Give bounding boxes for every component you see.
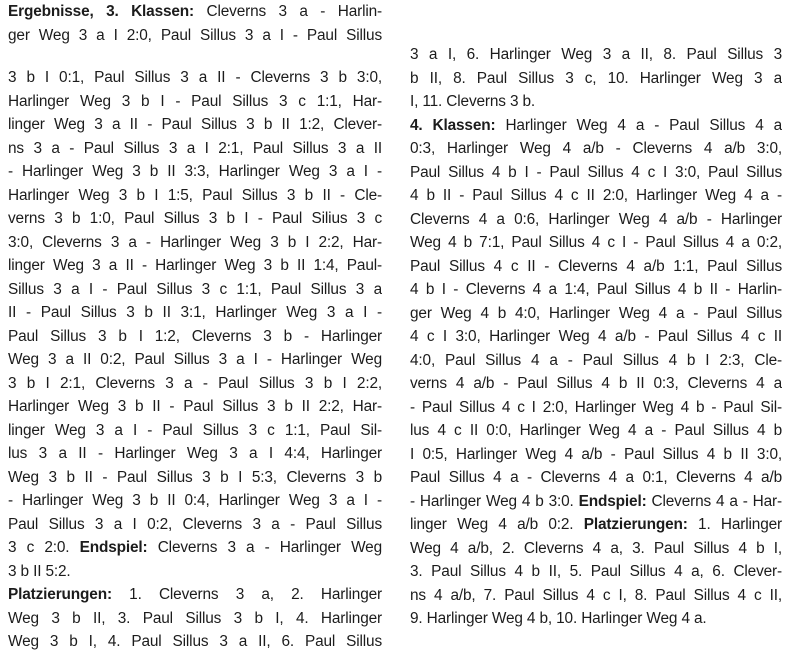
text-line: ns 4 a/b, 7. Paul Sillus 4 c I, 8. Paul Sillus 4 c II, (410, 586, 782, 604)
text-line: Weg 3 b II, 3. Paul Sillus 3 b I, 4. Harlinger (8, 609, 382, 627)
text-line: 3 b I 0:1, Paul Sillus 3 a II - Cleverns 3 b 3:0, (8, 69, 382, 86)
text-line: I 0:5, Harlinger Weg 4 a/b - Paul Sillus 4 b II 3:0, (410, 445, 782, 463)
text-line: 0:3, Harlinger Weg 4 a/b - Cleverns 4 a/b 3:0, (410, 140, 782, 157)
text-span: 1. Harlinger (687, 516, 782, 533)
paragraph-gap (8, 47, 382, 66)
text-line: b II, 8. Paul Sillus 3 c, 10. Harlinger Weg 3 a (410, 69, 782, 87)
text-line: Cleverns 4 a 0:6, Harlinger Weg 4 a/b - Harlinger (410, 210, 782, 228)
text-line: 3:0, Cleverns 3 a - Harlinger Weg 3 b I 2:2, Har- (8, 233, 382, 251)
text-line: Paul Sillus 4 a - Cleverns 4 a 0:1, Cleverns 4 a/b (410, 469, 782, 486)
text-line: lus 3 a II - Harlinger Weg 3 a I 4:4, Harlinger (8, 445, 382, 462)
text-line: ger Weg 3 a I 2:0, Paul Sillus 3 a I - Paul Sillus (8, 26, 382, 44)
text-line: Weg 3 b II - Paul Sillus 3 b I 5:3, Cleverns 3 b (8, 468, 382, 486)
text-line (8, 536, 382, 560)
heading-endspiel-4: Endspiel: (578, 492, 647, 510)
text-line: Paul Sillus 3 b I 1:2, Cleverns 3 b - Harlinger (8, 327, 382, 345)
text-line (410, 114, 782, 138)
text-line: Weg 3 a II 0:2, Paul Sillus 3 a I - Harlinger Weg (8, 351, 382, 368)
heading-platzierungen-4: Platzierungen: (583, 516, 688, 533)
results-lines-4 (410, 137, 782, 490)
text-line: 3. Paul Sillus 4 b II, 5. Paul Sillus 4 a, 6. Clever- (410, 563, 782, 580)
text-line: 9. Harlinger Weg 4 b, 10. Harlinger Weg 4 a. (410, 610, 707, 627)
text-span: 3 c 2:0. (8, 539, 80, 556)
text-line: Weg 4 b 7:1, Paul Sillus 4 c I - Paul Sillus 4 a 0:2, (410, 234, 782, 251)
text-line: Harlinger Weg 3 b I - Paul Sillus 3 c 1:1, Har- (8, 92, 382, 110)
text-line: 4:0, Paul Sillus 4 a - Paul Sillus 4 b I 2:3, Cle- (410, 351, 782, 369)
text-line: verns 4 a/b - Paul Sillus 4 b II 0:3, Cleverns 4 a (410, 375, 782, 392)
heading-3-klassen: Ergebnisse, 3. Klassen: (8, 3, 195, 20)
text-line: Paul Sillus 4 c II - Cleverns 4 a/b 1:1, Paul Sillus (410, 257, 782, 275)
text-line: lus 4 c II 0:0, Harlinger Weg 4 a - Paul Sillus 4 b (410, 422, 782, 439)
heading-endspiel-3: Endspiel: (79, 539, 148, 556)
text-span: Cleverns 4 a - Har- (646, 492, 782, 510)
text-line: Paul Sillus 4 b I - Paul Sillus 4 c I 3:0, Paul Sillus (410, 163, 782, 181)
text-span: 1. Cleverns 3 a, 2. Harlinger (111, 586, 382, 603)
text-span: - Harlinger Weg 4 b 3:0. (410, 492, 579, 510)
text-line: verns 3 b 1:0, Paul Sillus 3 b I - Paul Silius 3 c (8, 210, 382, 227)
text-line: 4 c I 3:0, Harlinger Weg 4 a/b - Paul Sillus 4 c II (410, 328, 782, 345)
text-line (8, 583, 382, 607)
text-line: Harlinger Weg 3 b I 1:5, Paul Sillus 3 b II - Cle- (8, 186, 382, 204)
text-line: ns 3 a - Paul Sillus 3 a I 2:1, Paul Sillus 3 a II (8, 139, 382, 157)
text-line: Sillus 3 a I - Paul Sillus 3 c 1:1, Paul Sillus 3 a (8, 280, 382, 298)
text-line: linger Weg 3 a I - Paul Sillus 3 c 1:1, Paul Sil- (8, 421, 382, 439)
text-line: Weg 3 b I, 4. Paul Sillus 3 a II, 6. Paul Sillus (8, 633, 382, 650)
text-line: Harlinger Weg 3 b II - Paul Sillus 3 b II 2:2, Har- (8, 398, 382, 415)
text-line (410, 513, 782, 537)
text-line: 3 b II 5:2. (8, 562, 71, 580)
text-line: 4 b I - Cleverns 4 a 1:4, Paul Sillus 4 b II - Harlin- (410, 281, 782, 298)
text-line: - Harlinger Weg 3 b II 0:4, Harlinger Weg 3 a I - (8, 492, 382, 509)
text-span: linger Weg 4 a/b 0:2. (410, 516, 584, 533)
text-line: - Paul Sillus 4 c I 2:0, Harlinger Weg 4 b - Paul Sil- (410, 398, 782, 416)
heading-4-klassen: 4. Klassen: (410, 116, 496, 134)
text-span: Cleverns 3 a - Harlin- (194, 3, 382, 20)
text-line (410, 490, 782, 514)
text-line: - Harlinger Weg 3 b II 3:3, Harlinger Weg 3 a I - (8, 163, 382, 180)
text-line (8, 0, 382, 24)
text-line: II - Paul Sillus 3 b II 3:1, Harlinger Weg 3 a I - (8, 304, 382, 321)
results-lines-3 (8, 66, 382, 536)
text-line: Weg 4 a/b, 2. Cleverns 4 a, 3. Paul Sillus 4 b I, (410, 539, 782, 557)
column-right (410, 0, 782, 631)
text-line: I, 11. Cleverns 3 b. (410, 93, 536, 110)
text-span: Harlinger Weg 4 a - Paul Sillus 4 a (495, 116, 782, 134)
text-line: ger Weg 4 b 4:0, Harlinger Weg 4 a - Paul Sillus (410, 304, 782, 322)
text-span: Cleverns 3 a - Harlinger Weg (147, 539, 382, 556)
text-line: linger Weg 3 a II - Paul Sillus 3 b II 1:2, Clever- (8, 116, 382, 133)
text-line: Paul Sillus 3 a I 0:2, Cleverns 3 a - Paul Sillus (8, 515, 382, 533)
text-line: 3 b I 2:1, Cleverns 3 a - Paul Sillus 3 b I 2:2, (8, 374, 382, 392)
text-line: 3 a I, 6. Harlinger Weg 3 a II, 8. Paul Sillus 3 (410, 46, 782, 63)
text-line: linger Weg 3 a II - Harlinger Weg 3 b II 1:4, Paul- (8, 257, 382, 274)
column-left (8, 0, 382, 654)
text-line: 4 b II - Paul Sillus 4 c II 2:0, Harlinger Weg 4 a - (410, 187, 782, 204)
heading-platzierungen-3: Platzierungen: (8, 586, 112, 603)
